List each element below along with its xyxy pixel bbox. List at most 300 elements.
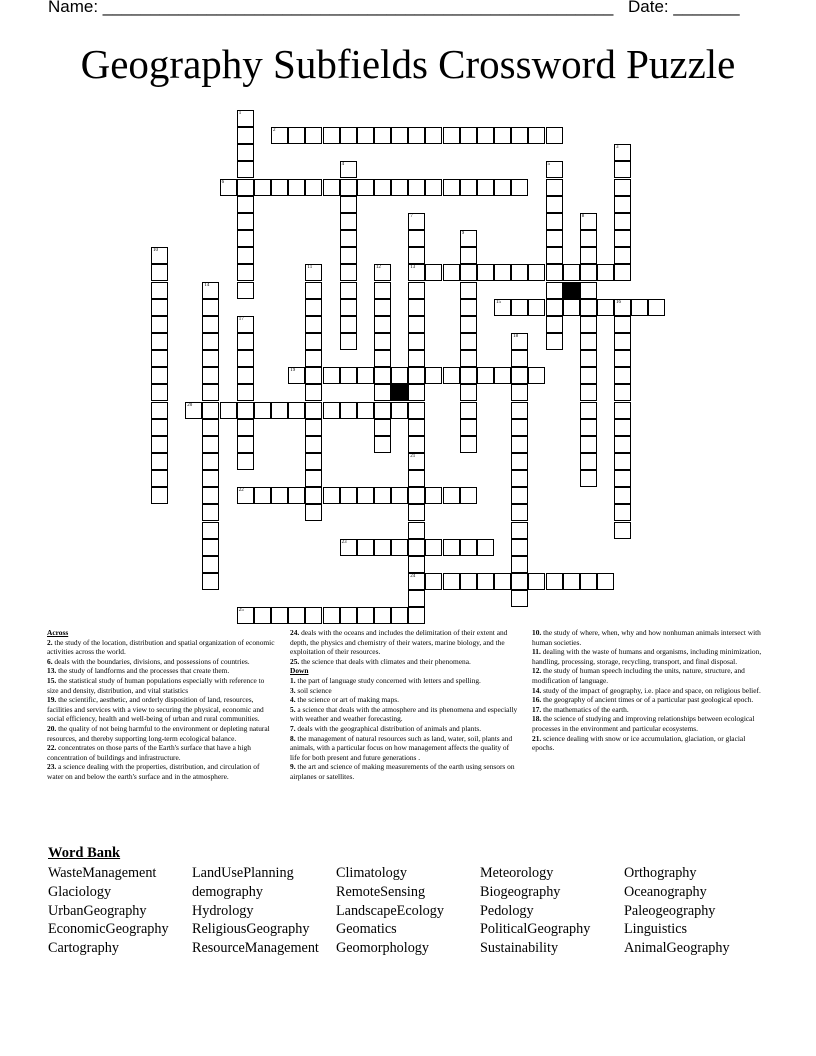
- crossword-cell[interactable]: [391, 607, 408, 624]
- crossword-cell[interactable]: [288, 487, 305, 504]
- crossword-cell[interactable]: [460, 179, 477, 196]
- crossword-cell[interactable]: [305, 402, 322, 419]
- crossword-cell[interactable]: [237, 230, 254, 247]
- crossword-cell[interactable]: [202, 316, 219, 333]
- crossword-cell[interactable]: [340, 127, 357, 144]
- crossword-cell[interactable]: [374, 539, 391, 556]
- crossword-cell[interactable]: [563, 573, 580, 590]
- crossword-cell[interactable]: [288, 402, 305, 419]
- crossword-cell[interactable]: [546, 213, 563, 230]
- crossword-cell[interactable]: [288, 179, 305, 196]
- crossword-cell[interactable]: [580, 402, 597, 419]
- crossword-cell[interactable]: [374, 127, 391, 144]
- crossword-cell[interactable]: [408, 402, 425, 419]
- crossword-cell[interactable]: [511, 402, 528, 419]
- crossword-cell[interactable]: [305, 299, 322, 316]
- crossword-cell[interactable]: [494, 573, 511, 590]
- crossword-cell[interactable]: [374, 282, 391, 299]
- crossword-cell[interactable]: [254, 179, 271, 196]
- crossword-cell[interactable]: [357, 179, 374, 196]
- crossword-cell[interactable]: [511, 573, 528, 590]
- crossword-cell[interactable]: [614, 179, 631, 196]
- crossword-cell[interactable]: [151, 333, 168, 350]
- crossword-cell[interactable]: [305, 470, 322, 487]
- crossword-cell[interactable]: [305, 436, 322, 453]
- crossword-cell[interactable]: [546, 127, 563, 144]
- crossword-cell[interactable]: [580, 419, 597, 436]
- crossword-cell[interactable]: [546, 230, 563, 247]
- crossword-cell[interactable]: [580, 299, 597, 316]
- crossword-cell[interactable]: [357, 127, 374, 144]
- crossword-cell[interactable]: [580, 384, 597, 401]
- crossword-cell[interactable]: [511, 333, 528, 350]
- crossword-cell[interactable]: [408, 230, 425, 247]
- crossword-cell[interactable]: [391, 367, 408, 384]
- crossword-cell[interactable]: [408, 247, 425, 264]
- crossword-cell[interactable]: [340, 247, 357, 264]
- crossword-cell[interactable]: [614, 384, 631, 401]
- crossword-cell[interactable]: [202, 487, 219, 504]
- crossword-cell[interactable]: [614, 213, 631, 230]
- crossword-cell[interactable]: [202, 299, 219, 316]
- crossword-cell[interactable]: [340, 282, 357, 299]
- crossword-cell[interactable]: [614, 161, 631, 178]
- crossword-cell[interactable]: [614, 436, 631, 453]
- crossword-cell[interactable]: [237, 179, 254, 196]
- crossword-cell[interactable]: [391, 402, 408, 419]
- crossword-cell[interactable]: [408, 504, 425, 521]
- crossword-cell[interactable]: [614, 264, 631, 281]
- crossword-cell[interactable]: [340, 402, 357, 419]
- crossword-cell[interactable]: [288, 127, 305, 144]
- crossword-cell[interactable]: [546, 264, 563, 281]
- crossword-cell[interactable]: [614, 504, 631, 521]
- crossword-cell[interactable]: [614, 367, 631, 384]
- crossword-cell[interactable]: [202, 556, 219, 573]
- crossword-cell[interactable]: [648, 299, 665, 316]
- crossword-cell[interactable]: [443, 367, 460, 384]
- crossword-cell[interactable]: [237, 350, 254, 367]
- crossword-cell[interactable]: [357, 539, 374, 556]
- crossword-cell[interactable]: [614, 350, 631, 367]
- crossword-cell[interactable]: [408, 127, 425, 144]
- crossword-cell[interactable]: [511, 590, 528, 607]
- crossword-cell[interactable]: [391, 179, 408, 196]
- crossword-cell[interactable]: [237, 436, 254, 453]
- crossword-cell[interactable]: [271, 487, 288, 504]
- crossword-cell[interactable]: [443, 127, 460, 144]
- crossword-cell[interactable]: [305, 504, 322, 521]
- crossword-cell[interactable]: [237, 607, 254, 624]
- crossword-cell[interactable]: [511, 419, 528, 436]
- crossword-cell[interactable]: [374, 419, 391, 436]
- crossword-cell[interactable]: [202, 333, 219, 350]
- crossword-cell[interactable]: [237, 384, 254, 401]
- crossword-cell[interactable]: [151, 247, 168, 264]
- crossword-cell[interactable]: [408, 350, 425, 367]
- crossword-cell[interactable]: [408, 299, 425, 316]
- crossword-cell[interactable]: [340, 333, 357, 350]
- crossword-cell[interactable]: [443, 573, 460, 590]
- crossword-cell[interactable]: [460, 539, 477, 556]
- crossword-cell[interactable]: [494, 264, 511, 281]
- crossword-cell[interactable]: [237, 213, 254, 230]
- crossword-cell[interactable]: [408, 436, 425, 453]
- crossword-cell[interactable]: [323, 402, 340, 419]
- crossword-cell[interactable]: [546, 333, 563, 350]
- crossword-cell[interactable]: [511, 264, 528, 281]
- crossword-cell[interactable]: [202, 504, 219, 521]
- crossword-cell[interactable]: [546, 196, 563, 213]
- crossword-cell[interactable]: [580, 367, 597, 384]
- crossword-cell[interactable]: [237, 487, 254, 504]
- crossword-cell[interactable]: [408, 282, 425, 299]
- crossword-cell[interactable]: [237, 316, 254, 333]
- crossword-cell[interactable]: [460, 367, 477, 384]
- crossword-cell[interactable]: [305, 350, 322, 367]
- crossword-cell[interactable]: [511, 350, 528, 367]
- crossword-cell[interactable]: [408, 213, 425, 230]
- crossword-cell[interactable]: [357, 607, 374, 624]
- crossword-cell[interactable]: [477, 127, 494, 144]
- crossword-cell[interactable]: [271, 402, 288, 419]
- crossword-cell[interactable]: [425, 127, 442, 144]
- crossword-cell[interactable]: [580, 230, 597, 247]
- crossword-cell[interactable]: [511, 453, 528, 470]
- crossword-cell[interactable]: [477, 539, 494, 556]
- crossword-cell[interactable]: [323, 179, 340, 196]
- crossword-cell[interactable]: [460, 316, 477, 333]
- crossword-cell[interactable]: [580, 282, 597, 299]
- crossword-cell[interactable]: [340, 213, 357, 230]
- crossword-cell[interactable]: [305, 487, 322, 504]
- crossword-cell[interactable]: [305, 419, 322, 436]
- crossword-cell[interactable]: [528, 367, 545, 384]
- crossword-cell[interactable]: [288, 367, 305, 384]
- crossword-cell[interactable]: [511, 470, 528, 487]
- crossword-cell[interactable]: [151, 264, 168, 281]
- crossword-cell[interactable]: [408, 522, 425, 539]
- crossword-cell[interactable]: [237, 247, 254, 264]
- crossword-cell[interactable]: [546, 316, 563, 333]
- crossword-cell[interactable]: [271, 179, 288, 196]
- crossword-cell[interactable]: [425, 539, 442, 556]
- crossword-cell[interactable]: [408, 384, 425, 401]
- crossword-cell[interactable]: [237, 264, 254, 281]
- crossword-cell[interactable]: [546, 161, 563, 178]
- crossword-cell[interactable]: [237, 282, 254, 299]
- crossword-cell[interactable]: [425, 179, 442, 196]
- crossword-cell[interactable]: [220, 179, 237, 196]
- crossword-cell[interactable]: [357, 367, 374, 384]
- crossword-cell[interactable]: [237, 127, 254, 144]
- crossword-cell[interactable]: [408, 487, 425, 504]
- crossword-cell[interactable]: [460, 127, 477, 144]
- crossword-cell[interactable]: [460, 350, 477, 367]
- crossword-cell[interactable]: [151, 436, 168, 453]
- crossword-cell[interactable]: [305, 127, 322, 144]
- crossword-cell[interactable]: [323, 607, 340, 624]
- crossword-cell[interactable]: [494, 299, 511, 316]
- crossword-cell[interactable]: [546, 282, 563, 299]
- crossword-cell[interactable]: [220, 402, 237, 419]
- crossword-cell[interactable]: [408, 590, 425, 607]
- crossword-cell[interactable]: [460, 384, 477, 401]
- crossword-cell[interactable]: [425, 367, 442, 384]
- crossword-cell[interactable]: [580, 247, 597, 264]
- crossword-cell[interactable]: [511, 504, 528, 521]
- crossword-cell[interactable]: [340, 367, 357, 384]
- crossword-cell[interactable]: [511, 522, 528, 539]
- crossword-cell[interactable]: [340, 196, 357, 213]
- crossword-cell[interactable]: [202, 453, 219, 470]
- crossword-cell[interactable]: [374, 607, 391, 624]
- crossword-cell[interactable]: [580, 316, 597, 333]
- crossword-cell[interactable]: [443, 264, 460, 281]
- crossword-cell[interactable]: [408, 470, 425, 487]
- crossword-cell[interactable]: [305, 282, 322, 299]
- crossword-cell[interactable]: [305, 453, 322, 470]
- crossword-cell[interactable]: [254, 487, 271, 504]
- crossword-cell[interactable]: [323, 487, 340, 504]
- crossword-cell[interactable]: [151, 487, 168, 504]
- crossword-cell[interactable]: [202, 350, 219, 367]
- crossword-cell[interactable]: [408, 316, 425, 333]
- crossword-cell[interactable]: [528, 127, 545, 144]
- crossword-cell[interactable]: [237, 402, 254, 419]
- crossword-cell[interactable]: [425, 264, 442, 281]
- crossword-cell[interactable]: [546, 247, 563, 264]
- crossword-cell[interactable]: [408, 573, 425, 590]
- crossword-cell[interactable]: [408, 539, 425, 556]
- crossword-cell[interactable]: [408, 367, 425, 384]
- crossword-cell[interactable]: [511, 367, 528, 384]
- crossword-cell[interactable]: [460, 333, 477, 350]
- crossword-cell[interactable]: [340, 607, 357, 624]
- crossword-cell[interactable]: [340, 230, 357, 247]
- crossword-cell[interactable]: [340, 299, 357, 316]
- crossword-cell[interactable]: [237, 333, 254, 350]
- crossword-cell[interactable]: [580, 453, 597, 470]
- crossword-cell[interactable]: [237, 453, 254, 470]
- crossword-cell[interactable]: [511, 539, 528, 556]
- crossword-cell[interactable]: [323, 127, 340, 144]
- crossword-cell[interactable]: [254, 607, 271, 624]
- crossword-cell[interactable]: [237, 144, 254, 161]
- crossword-cell[interactable]: [614, 196, 631, 213]
- crossword-cell[interactable]: [563, 299, 580, 316]
- crossword-cell[interactable]: [305, 384, 322, 401]
- crossword-cell[interactable]: [305, 367, 322, 384]
- crossword-cell[interactable]: [511, 384, 528, 401]
- crossword-cell[interactable]: [151, 384, 168, 401]
- crossword-cell[interactable]: [237, 367, 254, 384]
- crossword-cell[interactable]: [185, 402, 202, 419]
- crossword-cell[interactable]: [580, 350, 597, 367]
- crossword-cell[interactable]: [528, 573, 545, 590]
- crossword-cell[interactable]: [477, 179, 494, 196]
- crossword-cell[interactable]: [511, 436, 528, 453]
- crossword-cell[interactable]: [477, 367, 494, 384]
- crossword-cell[interactable]: [528, 264, 545, 281]
- crossword-cell[interactable]: [151, 470, 168, 487]
- crossword-cell[interactable]: [580, 573, 597, 590]
- crossword-cell[interactable]: [151, 367, 168, 384]
- crossword-cell[interactable]: [151, 299, 168, 316]
- crossword-cell[interactable]: [374, 299, 391, 316]
- crossword-cell[interactable]: [408, 607, 425, 624]
- crossword-cell[interactable]: [374, 350, 391, 367]
- crossword-cell[interactable]: [614, 299, 631, 316]
- crossword-cell[interactable]: [202, 470, 219, 487]
- crossword-cell[interactable]: [614, 333, 631, 350]
- crossword-cell[interactable]: [340, 316, 357, 333]
- crossword-cell[interactable]: [271, 607, 288, 624]
- crossword-cell[interactable]: [460, 402, 477, 419]
- crossword-cell[interactable]: [408, 179, 425, 196]
- crossword-cell[interactable]: [494, 179, 511, 196]
- crossword-cell[interactable]: [202, 402, 219, 419]
- crossword-cell[interactable]: [340, 539, 357, 556]
- crossword-cell[interactable]: [494, 127, 511, 144]
- crossword-cell[interactable]: [151, 350, 168, 367]
- crossword-cell[interactable]: [580, 470, 597, 487]
- crossword-cell[interactable]: [614, 247, 631, 264]
- crossword-cell[interactable]: [460, 573, 477, 590]
- crossword-cell[interactable]: [305, 179, 322, 196]
- crossword-cell[interactable]: [374, 316, 391, 333]
- crossword-cell[interactable]: [511, 299, 528, 316]
- crossword-cell[interactable]: [443, 179, 460, 196]
- crossword-cell[interactable]: [425, 487, 442, 504]
- crossword-cell[interactable]: [374, 264, 391, 281]
- crossword-cell[interactable]: [580, 436, 597, 453]
- crossword-cell[interactable]: [460, 436, 477, 453]
- crossword-cell[interactable]: [237, 419, 254, 436]
- crossword-cell[interactable]: [597, 299, 614, 316]
- crossword-cell[interactable]: [340, 179, 357, 196]
- crossword-cell[interactable]: [614, 402, 631, 419]
- crossword-cell[interactable]: [323, 367, 340, 384]
- crossword-cell[interactable]: [460, 487, 477, 504]
- crossword-cell[interactable]: [202, 419, 219, 436]
- crossword-cell[interactable]: [614, 230, 631, 247]
- crossword-cell[interactable]: [340, 487, 357, 504]
- crossword-cell[interactable]: [477, 264, 494, 281]
- crossword-cell[interactable]: [374, 367, 391, 384]
- crossword-cell[interactable]: [443, 487, 460, 504]
- crossword-cell[interactable]: [614, 144, 631, 161]
- crossword-cell[interactable]: [374, 333, 391, 350]
- crossword-cell[interactable]: [151, 453, 168, 470]
- crossword-cell[interactable]: [597, 573, 614, 590]
- crossword-cell[interactable]: [391, 487, 408, 504]
- crossword-cell[interactable]: [563, 264, 580, 281]
- crossword-cell[interactable]: [528, 299, 545, 316]
- crossword-cell[interactable]: [511, 179, 528, 196]
- crossword-cell[interactable]: [460, 247, 477, 264]
- crossword-cell[interactable]: [580, 213, 597, 230]
- crossword-cell[interactable]: [580, 264, 597, 281]
- crossword-cell[interactable]: [511, 487, 528, 504]
- crossword-cell[interactable]: [305, 316, 322, 333]
- crossword-cell[interactable]: [614, 487, 631, 504]
- crossword-cell[interactable]: [374, 179, 391, 196]
- crossword-cell[interactable]: [408, 264, 425, 281]
- crossword-cell[interactable]: [202, 384, 219, 401]
- crossword-cell[interactable]: [408, 556, 425, 573]
- crossword-cell[interactable]: [425, 573, 442, 590]
- crossword-cell[interactable]: [391, 127, 408, 144]
- crossword-cell[interactable]: [614, 453, 631, 470]
- crossword-cell[interactable]: [511, 556, 528, 573]
- crossword-cell[interactable]: [254, 402, 271, 419]
- crossword-cell[interactable]: [580, 333, 597, 350]
- crossword-cell[interactable]: [460, 282, 477, 299]
- crossword-cell[interactable]: [374, 402, 391, 419]
- crossword-cell[interactable]: [202, 436, 219, 453]
- crossword-cell[interactable]: [443, 539, 460, 556]
- crossword-cell[interactable]: [305, 607, 322, 624]
- crossword-cell[interactable]: [614, 522, 631, 539]
- crossword-cell[interactable]: [511, 127, 528, 144]
- crossword-cell[interactable]: [460, 230, 477, 247]
- crossword-cell[interactable]: [408, 333, 425, 350]
- crossword-cell[interactable]: [151, 316, 168, 333]
- crossword-cell[interactable]: [151, 402, 168, 419]
- crossword-cell[interactable]: [546, 299, 563, 316]
- crossword-cell[interactable]: [631, 299, 648, 316]
- crossword-cell[interactable]: [460, 264, 477, 281]
- crossword-cell[interactable]: [202, 522, 219, 539]
- date-field[interactable]: Date: _______: [628, 0, 740, 16]
- crossword-cell[interactable]: [237, 161, 254, 178]
- crossword-cell[interactable]: [614, 316, 631, 333]
- crossword-cell[interactable]: [546, 573, 563, 590]
- crossword-cell[interactable]: [202, 282, 219, 299]
- crossword-cell[interactable]: [374, 436, 391, 453]
- crossword-cell[interactable]: [614, 419, 631, 436]
- crossword-cell[interactable]: [374, 384, 391, 401]
- crossword-cell[interactable]: [477, 573, 494, 590]
- crossword-cell[interactable]: [305, 264, 322, 281]
- name-field[interactable]: Name: ______________________________________________________: [48, 0, 614, 16]
- crossword-cell[interactable]: [237, 196, 254, 213]
- crossword-cell[interactable]: [202, 573, 219, 590]
- crossword-cell[interactable]: [391, 539, 408, 556]
- crossword-cell[interactable]: [305, 333, 322, 350]
- crossword-cell[interactable]: [408, 419, 425, 436]
- crossword-cell[interactable]: [597, 264, 614, 281]
- crossword-cell[interactable]: [202, 367, 219, 384]
- crossword-cell[interactable]: [288, 607, 305, 624]
- crossword-cell[interactable]: [460, 419, 477, 436]
- crossword-cell[interactable]: [271, 127, 288, 144]
- crossword-cell[interactable]: [357, 402, 374, 419]
- crossword-cell[interactable]: [460, 299, 477, 316]
- crossword-cell[interactable]: [340, 264, 357, 281]
- crossword-cell[interactable]: [151, 282, 168, 299]
- crossword-cell[interactable]: [546, 179, 563, 196]
- crossword-cell[interactable]: [408, 453, 425, 470]
- crossword-cell[interactable]: [237, 110, 254, 127]
- crossword-cell[interactable]: [614, 470, 631, 487]
- crossword-cell[interactable]: [357, 487, 374, 504]
- crossword-cell[interactable]: [202, 539, 219, 556]
- crossword-cell[interactable]: [374, 487, 391, 504]
- crossword-cell[interactable]: [151, 419, 168, 436]
- crossword-cell[interactable]: [340, 161, 357, 178]
